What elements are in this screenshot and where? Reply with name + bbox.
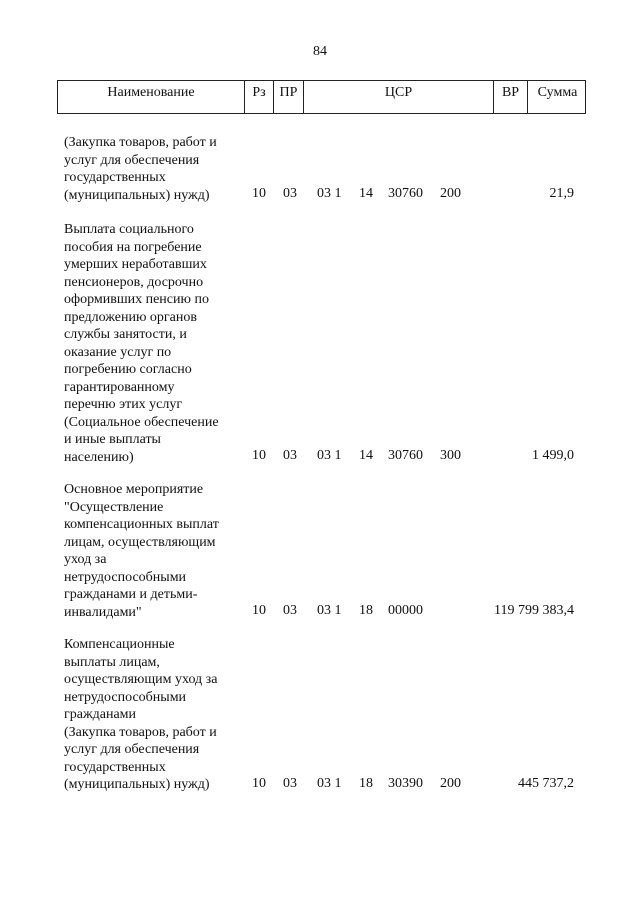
row-csr-direction: 30390	[388, 776, 423, 791]
row-name-line: Выплата социального	[64, 222, 194, 237]
row-csr-event: 14	[359, 448, 373, 463]
row-vr: 200	[440, 776, 461, 791]
row-name	[64, 481, 254, 621]
row-name-line: погребению согласно	[64, 362, 192, 377]
row-name-line: пенсионеров, досрочно	[64, 274, 204, 290]
row-name-line: осуществляющим уход за	[64, 672, 218, 687]
row-name-line: (Закупка товаров, работ и	[64, 724, 217, 740]
row-csr-direction: 30760	[388, 186, 423, 201]
row-name-line: населению)	[64, 449, 134, 465]
row-name-line: (муниципальных) нужд)	[64, 777, 210, 792]
row-name-line: государственных	[64, 759, 166, 775]
row-name-line: (Закупка товаров, работ и	[64, 135, 217, 150]
row-csr-direction: 30760	[388, 448, 423, 463]
row-csr-direction: 00000	[388, 603, 423, 618]
row-csr-program: 03 1	[317, 603, 342, 618]
row-name-line: инвалидами"	[64, 604, 142, 620]
row-name-line: оказание услуг по	[64, 344, 172, 360]
row-name-line: услуг для обеспечения	[64, 742, 200, 757]
row-pr: 03	[283, 186, 297, 201]
row-name	[64, 636, 254, 794]
row-pr: 03	[283, 776, 297, 791]
header-csr: ЦСР	[304, 81, 494, 113]
row-sum: 21,9	[549, 186, 574, 201]
row-name-line: Основное мероприятие	[64, 482, 204, 497]
row-rz: 10	[252, 186, 266, 201]
row-vr: 300	[440, 448, 461, 463]
header-vr: ВР	[494, 81, 528, 113]
row-name	[64, 134, 254, 204]
page-number: 84	[313, 44, 327, 59]
row-name-line: предложению органов	[64, 309, 197, 325]
row-name-line: лицам, осуществляющим	[64, 534, 216, 550]
row-name-line: умерших неработавших	[64, 257, 207, 272]
row-sum: 119 799 383,4	[494, 603, 574, 618]
row-name-line: Компенсационные	[64, 637, 175, 652]
row-sum: 1 499,0	[532, 448, 574, 463]
row-name-line: "Осуществление	[64, 499, 164, 515]
row-csr-program: 03 1	[317, 186, 342, 201]
row-name-line: и иные выплаты	[64, 432, 161, 447]
header-sum: Сумма	[537, 85, 578, 100]
row-csr-event: 18	[359, 603, 373, 618]
row-rz: 10	[252, 448, 266, 463]
row-name-line: нетрудоспособными	[64, 569, 187, 585]
row-name-line: гражданами и детьми-	[64, 587, 198, 602]
row-name-line: гарантированному	[64, 379, 175, 395]
row-name-line: уход за	[64, 552, 107, 567]
row-pr: 03	[283, 603, 297, 618]
row-name-line: государственных	[64, 170, 166, 185]
row-name-line: (муниципальных) нужд)	[64, 187, 210, 203]
row-csr-program: 03 1	[317, 448, 342, 463]
row-name-line: нетрудоспособными	[64, 689, 187, 705]
header-rz: Рз	[245, 81, 274, 113]
row-rz: 10	[252, 603, 266, 618]
row-sum: 445 737,2	[518, 776, 574, 791]
row-vr: 200	[440, 186, 461, 201]
row-pr: 03	[283, 448, 297, 463]
row-name-line: оформивших пенсию по	[64, 292, 209, 307]
table-header	[57, 80, 586, 114]
row-name	[64, 221, 254, 466]
row-name-line: службы занятости, и	[64, 327, 187, 342]
row-name-line: перечню этих услуг	[64, 397, 183, 412]
row-csr-event: 18	[359, 776, 373, 791]
row-name-line: услуг для обеспечения	[64, 152, 200, 168]
header-pr: ПР	[274, 81, 304, 113]
row-name-line: гражданами	[64, 707, 137, 722]
row-csr-program: 03 1	[317, 776, 342, 791]
row-rz: 10	[252, 776, 266, 791]
row-name-line: выплаты лицам,	[64, 654, 160, 670]
row-name-line: компенсационных выплат	[64, 517, 219, 532]
row-name-line: (Социальное обеспечение	[64, 414, 219, 430]
row-name-line: пособия на погребение	[64, 239, 202, 255]
header-name: Наименование	[58, 81, 245, 113]
row-csr-event: 14	[359, 186, 373, 201]
